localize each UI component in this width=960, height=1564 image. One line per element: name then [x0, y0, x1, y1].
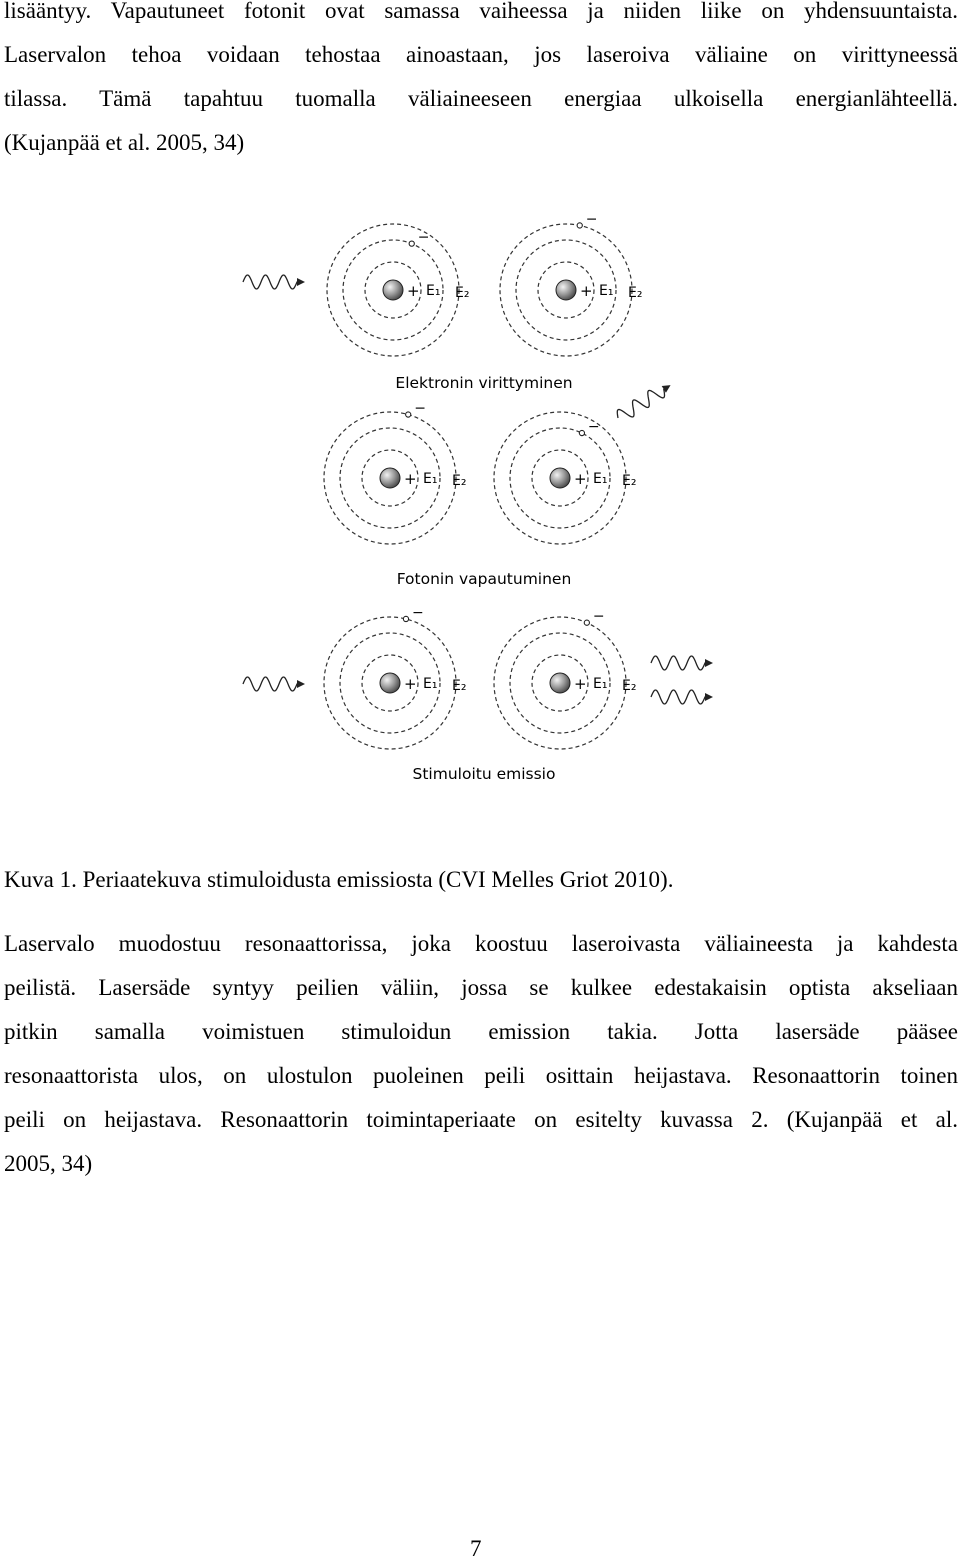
nucleus-icon	[556, 280, 576, 300]
paragraph-resonator	[4, 922, 958, 1186]
level-e1-label: E₁	[593, 676, 608, 692]
nucleus-charge-label: +	[574, 470, 587, 488]
figure-caption: Kuva 1. Periaatekuva stimuloidusta emissiosta (CVI Melles Griot 2010).	[4, 867, 674, 892]
electron-charge-label: −	[585, 211, 598, 228]
electron-charge-label: −	[592, 608, 605, 625]
level-e2-label: E₂	[455, 285, 470, 301]
atom	[324, 401, 466, 544]
level-e1-label: E₁	[599, 283, 614, 299]
arrowhead-icon	[662, 382, 673, 393]
wave-path	[651, 690, 707, 704]
nucleus-icon	[550, 468, 570, 488]
arrowhead-icon	[297, 680, 305, 688]
nucleus-icon	[380, 468, 400, 488]
wave-path	[243, 275, 299, 289]
atom	[494, 412, 636, 544]
text-line: lisääntyy. Vapautuneet fotonit ovat samassa vaiheessa ja niiden liike on yhdensuuntaista.	[4, 0, 958, 23]
atom	[494, 609, 636, 749]
nucleus-charge-label: +	[404, 675, 417, 693]
text-line: Laservalon tehoa voidaan tehostaa ainoastaan, jos laseroiva väliaine on virittyneessä	[4, 42, 958, 67]
arrowhead-icon	[297, 278, 305, 286]
photon-wave	[651, 656, 713, 670]
nucleus-charge-label: +	[574, 675, 587, 693]
atom	[324, 605, 466, 749]
level-e1-label: E₁	[423, 471, 438, 487]
electron-icon	[579, 430, 584, 435]
page-number: 7	[470, 1536, 482, 1561]
level-e2-label: E₂	[622, 473, 637, 489]
panel-title: Fotonin vapautuminen	[396, 570, 572, 588]
text-line: peilistä. Lasersäde syntyy peilien väliin, jossa se kulkee edestakaisin optista akseliaan	[4, 975, 958, 1000]
level-e2-label: E₂	[628, 285, 643, 301]
level-e1-label: E₁	[426, 283, 441, 299]
photon-wave	[651, 690, 713, 704]
photon-wave	[243, 677, 305, 691]
nucleus-charge-label: +	[580, 282, 593, 300]
level-e1-label: E₁	[593, 471, 608, 487]
text-line: tilassa. Tämä tapahtuu tuomalla väliaineeseen energiaa ulkoisella energianlähteellä.	[4, 86, 958, 111]
electron-charge-label: −	[414, 400, 426, 417]
text-line: resonaattorista ulos, on ulostulon puoleinen peili osittain heijastava. Resonaattorin toinen	[4, 1063, 958, 1088]
nucleus-icon	[383, 280, 403, 300]
electron-charge-label: −	[417, 229, 430, 246]
level-e2-label: E₂	[452, 473, 467, 489]
text-line: pitkin samalla voimistuen stimuloidun emission takia. Jotta lasersäde pääsee	[4, 1019, 958, 1044]
nucleus-icon	[550, 673, 570, 693]
electron-icon	[577, 223, 582, 228]
text-line: Laservalo muodostuu resonaattorissa, joka koostuu laseroivasta väliaineesta ja kahdesta	[4, 931, 958, 956]
text-line: peili on heijastava. Resonaattorin toimintaperiaate on esitelty kuvassa 2. (Kujanpää et al.	[4, 1107, 958, 1132]
nucleus-charge-label: +	[404, 470, 417, 488]
level-e1-label: E₁	[423, 676, 438, 692]
photon-wave	[243, 275, 305, 289]
electron-charge-label: −	[411, 604, 424, 621]
wave-path	[614, 382, 669, 424]
wave-path	[243, 677, 299, 691]
text-line: (Kujanpää et al. 2005, 34)	[4, 130, 245, 155]
panel-title: Stimuloitu emissio	[412, 765, 556, 783]
atom-diagrams	[324, 211, 642, 749]
photon-waves	[243, 275, 713, 704]
arrowhead-icon	[705, 659, 713, 667]
panel-title: Elektronin virittyminen	[395, 374, 573, 392]
atom	[500, 211, 642, 356]
nucleus-charge-label: +	[407, 282, 420, 300]
wave-path	[651, 656, 707, 670]
arrowhead-icon	[705, 693, 713, 701]
level-e2-label: E₂	[452, 678, 467, 694]
text-line: 2005, 34)	[4, 1151, 93, 1176]
nucleus-icon	[380, 673, 400, 693]
electron-icon	[409, 241, 414, 246]
electron-charge-label: −	[587, 419, 600, 436]
photon-wave	[614, 379, 674, 424]
level-e2-label: E₂	[622, 678, 637, 694]
atom	[327, 224, 469, 356]
electron-icon	[584, 620, 589, 625]
electron-icon	[403, 616, 408, 621]
electron-icon	[406, 412, 411, 417]
